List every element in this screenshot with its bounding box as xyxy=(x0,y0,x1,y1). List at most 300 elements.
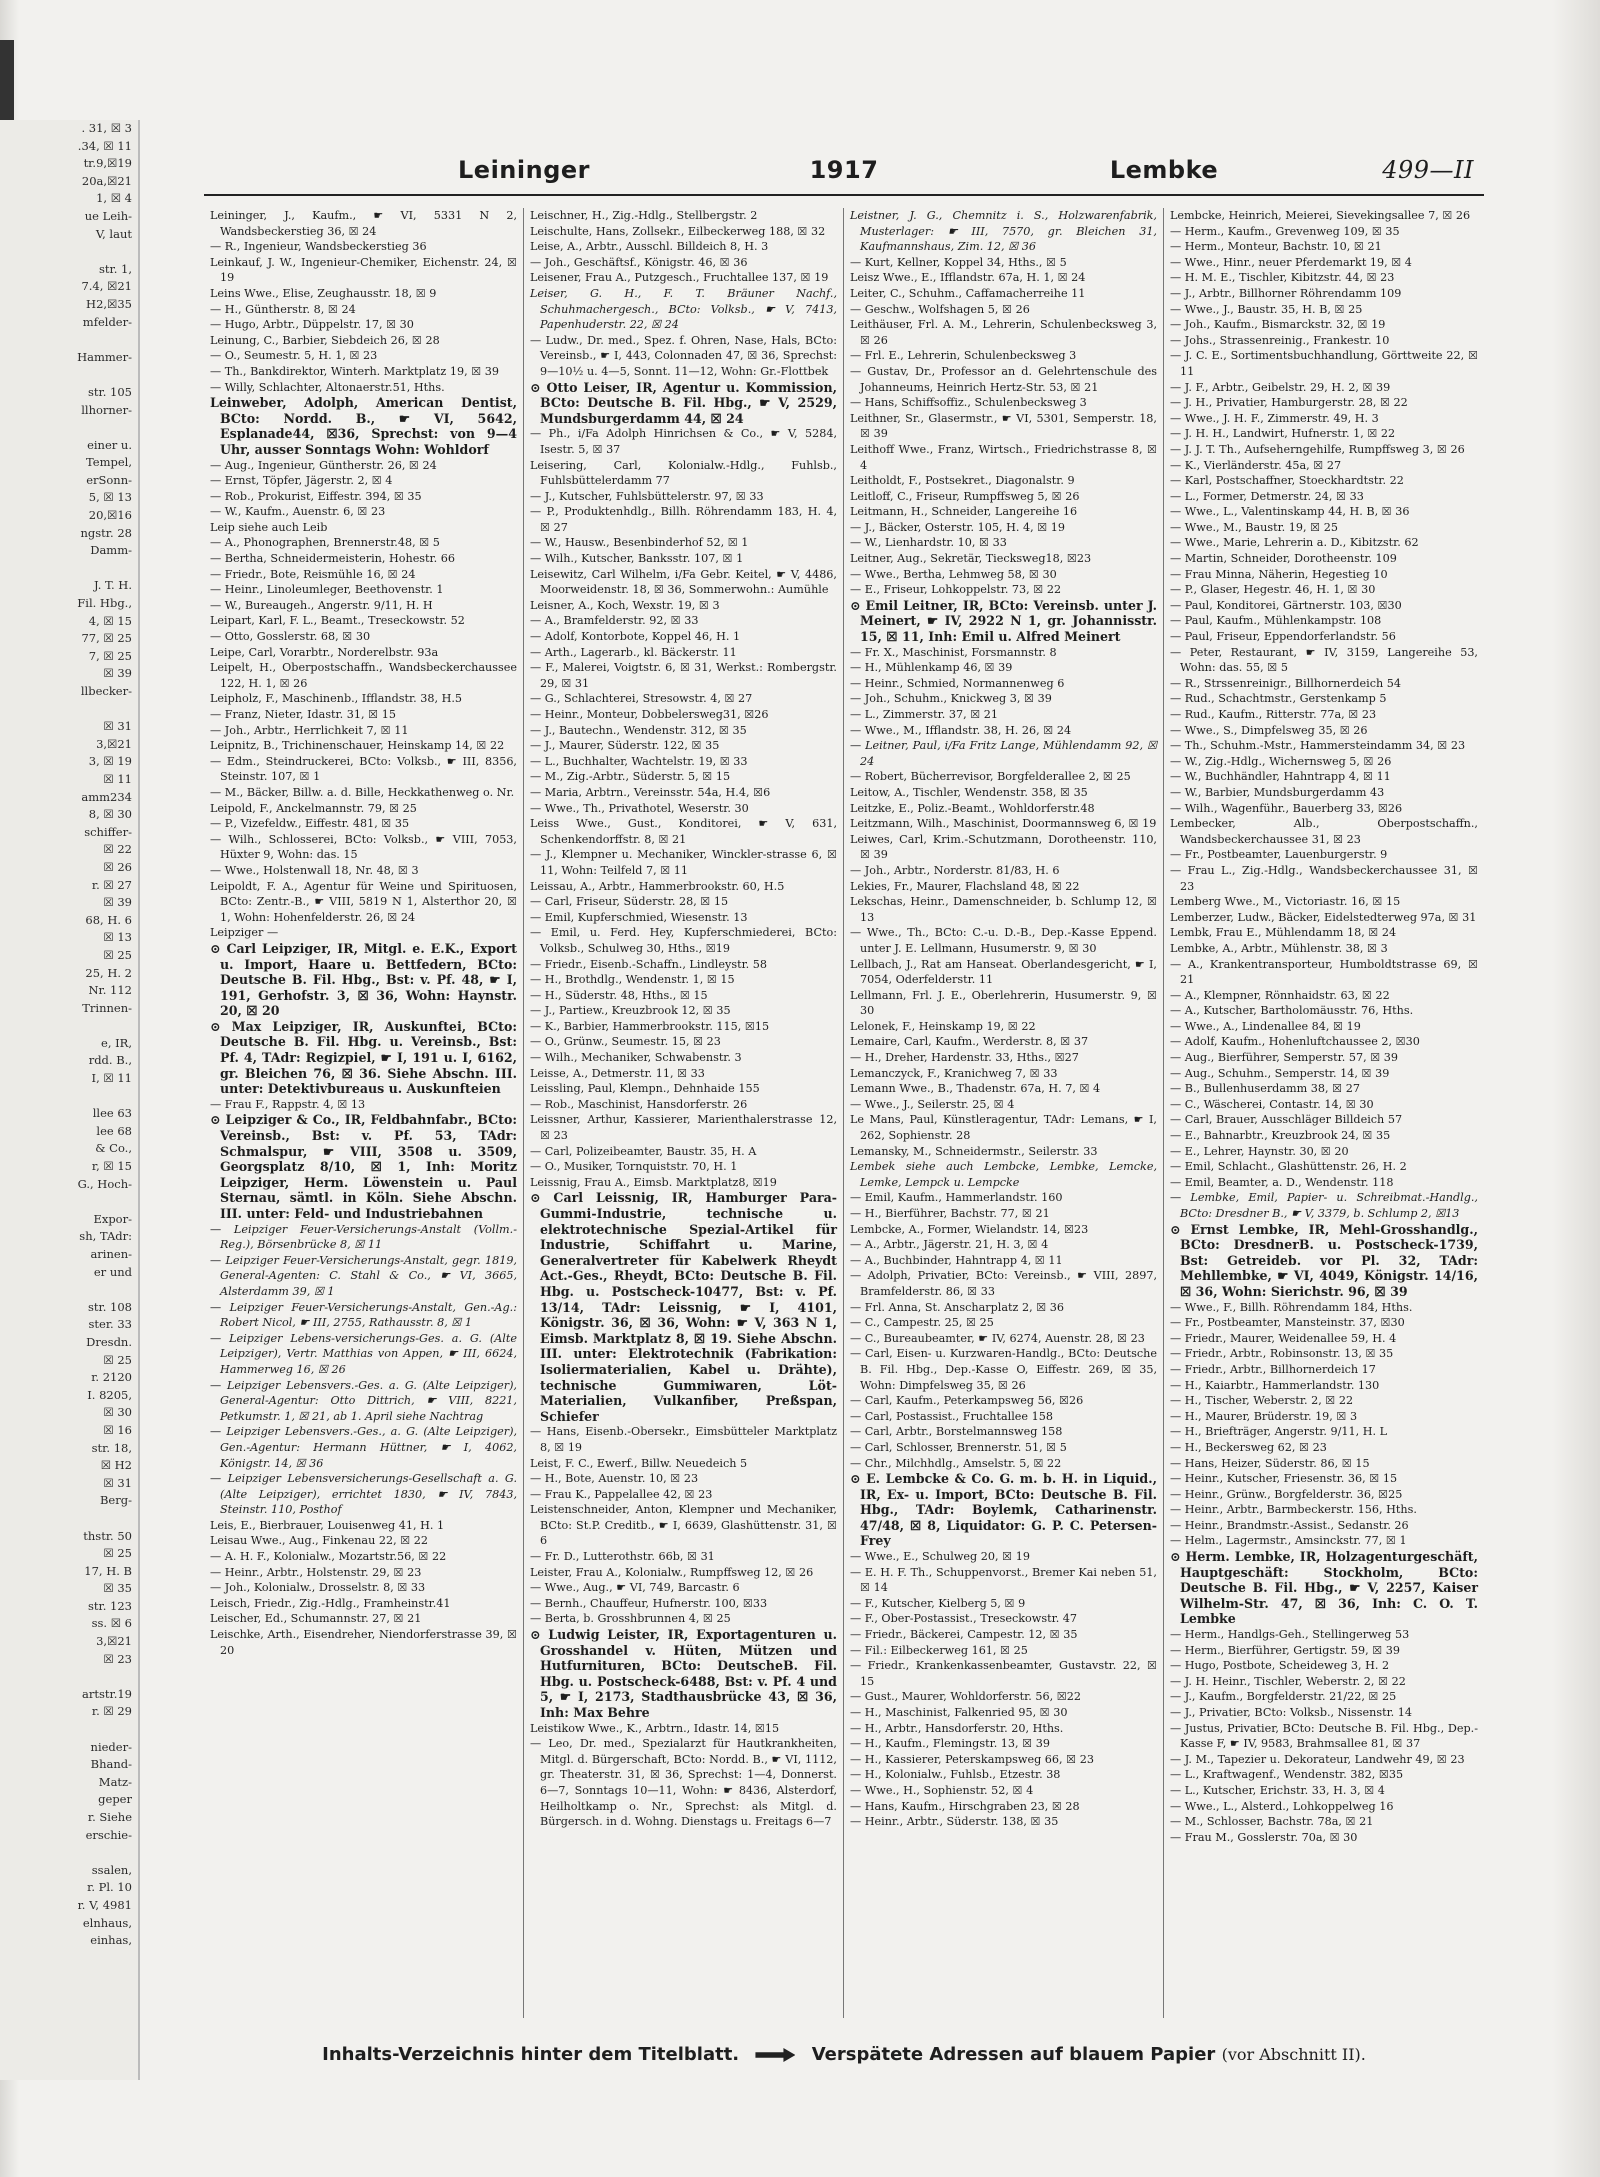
directory-entry: — Herm., Kaufm., Grevenweg 109, ☒ 35 xyxy=(1170,224,1400,238)
directory-entry: Leisener, Frau A., Putzgesch., Fruchtallee 137, ☒ 19 xyxy=(530,271,829,285)
directory-entry: Lemanczyck, F., Kranichweg 7, ☒ 33 xyxy=(850,1066,1058,1080)
directory-entry: — Emil, u. Ferd. Hey, Kupferschmiederei, BCto: Volksb., Schulweg 30, Hths., ☒19 xyxy=(530,926,837,955)
facing-page-fragment xyxy=(0,1510,138,1528)
directory-entry: — Hans, Kaufm., Hirschgraben 23, ☒ 28 xyxy=(850,1799,1080,1813)
directory-entry: — Wwe., Aug., ☛ VI, 749, Barcastr. 6 xyxy=(530,1581,740,1595)
directory-entry: — Berta, b. Grosshbrunnen 4, ☒ 25 xyxy=(530,1612,731,1626)
facing-page-fragment: nieder- xyxy=(90,1739,132,1754)
facing-page-fragment: 68, H. 6 xyxy=(85,912,132,927)
directory-entry: — W., Kaufm., Auenstr. 6, ☒ 23 xyxy=(210,505,386,519)
directory-entry: Leipold, F., Anckelmannstr. 79, ☒ 25 xyxy=(210,801,417,815)
directory-entry: — Wwe., Th., BCto: C.-u. D.-B., Dep.-Kasse Eppend. unter J. E. Lellmann, Husumerstr. 9, ☒ 30 xyxy=(850,926,1157,955)
header-last-name: Lembke xyxy=(1109,156,1219,184)
directory-entry: — Friedr., Bote, Reismühle 16, ☒ 24 xyxy=(210,567,416,581)
directory-entry: — F., Kutscher, Kielberg 5, ☒ 9 xyxy=(850,1596,1026,1610)
facing-page-fragment: elnhaus, xyxy=(82,1915,132,1930)
directory-entry: — Heinr., Monteur, Dobbelersweg31, ☒26 xyxy=(530,708,769,721)
directory-entry: — Arth., Lagerarb., kl. Bäckerstr. 11 xyxy=(530,645,737,659)
directory-entry: — Wilh., Schlosserei, BCto: Volksb., ☛ VIII, 7053, Hüxter 9, Wohn: das. 15 xyxy=(210,832,517,862)
directory-entry: — Joh., Arbtr., Norderstr. 81/83, H. 6 xyxy=(850,863,1060,877)
directory-entry: ⊙ Ernst Lembke, IR, Mehl-Grosshandlg., BCto: DresdnerB. u. Postscheck-1739, Bst: Getreideb. vor Pl. 32, TAdr: Mehllembke, ☛ VI, 4049, Königstr. 14/16, ☒ 36, Wohn: Sierichstr. 96, ☒ 39 xyxy=(1170,1221,1478,1299)
directory-entry: — A. H. F., Kolonialw., Mozartstr.56, ☒ 22 xyxy=(210,1550,447,1564)
directory-entry: Leitholdt, F., Postsekret., Diagonalstr. 9 xyxy=(850,474,1075,488)
facing-page-fragment: tr.9,☒19 xyxy=(83,156,132,171)
directory-entry: Leip siehe auch Leib xyxy=(210,520,328,534)
facing-page-fragment: J. T. H. xyxy=(93,578,132,593)
directory-entry: — H., Maschinist, Falkenried 95, ☒ 30 xyxy=(850,1706,1068,1719)
directory-entry: — M., Zig.-Arbtr., Süderstr. 5, ☒ 15 xyxy=(530,770,731,784)
directory-entry: — Th., Schuhm.-Mstr., Hammersteindamm 34, ☒ 23 xyxy=(1170,739,1466,753)
directory-entry: — Herm., Bierführer, Gertigstr. 59, ☒ 39 xyxy=(1170,1643,1401,1657)
facing-page-fragment xyxy=(0,560,138,578)
directory-entry: — Leo, Dr. med., Spezialarzt für Hautkrankheiten, Mitgl. d. Bürgerschaft, BCto: Nordd. B., ☛ VI, 1112, gr. Theaterstr. 31, ☒ 36, Sprechst: 1—4, Donnerst. 6—7, Sonntags 10—11, Wohn: ☛ 8436, Alsterdorf, Heilholtkamp o. Nr., Sprechst: als Mitgl. d. Bürgersch. in d. Wohng. Dienstags u. Freitags 6—7 xyxy=(530,1737,837,1829)
directory-entry: Leisewitz, Carl Wilhelm, i/Fa Gebr. Keitel, ☛ V, 4486, Moorweidenstr. 18, ☒ 36, Sommerwohn.: Aumühle xyxy=(530,567,837,597)
directory-entry: Leissner, Arthur, Kassierer, Marienthalerstrasse 12, ☒ 23 xyxy=(530,1113,837,1143)
facing-page-fragment: Bhand- xyxy=(90,1757,132,1772)
directory-entry: ⊙ Ludwig Leister, IR, Exportagenturen u. Grosshandel v. Hüten, Mützen und Hutfurnituren, BCto: DeutscheB. Fil. Hbg. u. Postscheck-6488, Bst: v. Pf. 4 und 5, ☛ I, 2173, Stadthausbrücke 43, ☒ 36, Inh: Max Behre xyxy=(530,1627,837,1720)
directory-entry: — J. C. E., Sortimentsbuchhandlung, Görttweite 22, ☒ 11 xyxy=(1170,349,1478,378)
directory-entry: — Wwe., M., Ifflandstr. 38, H. 26, ☒ 24 xyxy=(850,723,1072,737)
directory-entry: — E., Lehrer, Haynstr. 30, ☒ 20 xyxy=(1170,1144,1349,1158)
facing-page-fragment: thstr. 50 xyxy=(83,1528,132,1543)
facing-page-fragment: llee 63 xyxy=(92,1106,132,1121)
directory-entry: — J. M., Tapezier u. Dekorateur, Landwehr 49, ☒ 23 xyxy=(1170,1752,1465,1766)
directory-entry: — Rud., Schachtmstr., Gerstenkamp 5 xyxy=(1170,692,1387,706)
directory-entry: Leitzmann, Wilh., Maschinist, Doormannsweg 6, ☒ 19 xyxy=(850,817,1157,831)
directory-entry: — A., Bramfelderstr. 92, ☒ 33 xyxy=(530,614,699,628)
directory-entry: — Justus, Privatier, BCto: Deutsche B. Fil. Hbg., Dep.-Kasse F, ☛ IV, 9583, Brahmsallee 81, ☒ 37 xyxy=(1170,1721,1478,1751)
directory-entry: Leischner, H., Zig.-Hdlg., Stellbergstr. 2 xyxy=(530,209,758,222)
directory-entry: Leistner, J. G., Chemnitz i. S., Holzwarenfabrik, Musterlager: ☛ III, 7570, gr. Bleichen 31, Kaufmannshaus, Zim. 12, ☒ 36 xyxy=(850,209,1157,254)
directory-entry: Leissling, Paul, Klempn., Dehnhaide 155 xyxy=(530,1082,760,1096)
directory-entry: Leischke, Arth., Eisendreher, Niendorferstrasse 39, ☒ 20 xyxy=(210,1628,517,1657)
directory-entry: — Bertha, Schneidermeisterin, Hohestr. 66 xyxy=(210,552,456,566)
directory-entry: — J. H., Privatier, Hamburgerstr. 28, ☒ 22 xyxy=(1170,396,1408,410)
directory-entry: Leiwes, Carl, Krim.-Schutzmann, Dorotheenstr. 110, ☒ 39 xyxy=(850,832,1157,862)
facing-page-fragment: erschie- xyxy=(85,1827,132,1842)
directory-entry: — J., Bautechn., Wendenstr. 312, ☒ 35 xyxy=(530,723,747,737)
directory-entry: — J., Bäcker, Osterstr. 105, H. 4, ☒ 19 xyxy=(850,520,1066,534)
directory-entry: — Helm., Lagermstr., Amsinckstr. 77, ☒ 1 xyxy=(1170,1534,1407,1548)
directory-entry: — H., Dreher, Hardenstr. 33, Hths., ☒27 xyxy=(850,1051,1079,1065)
directory-entry: — L., Kraftwagenf., Wendenstr. 382, ☒35 xyxy=(1170,1768,1404,1782)
directory-entry: — Leipziger Lebensversicherungs-Gesellschaft a. G. (Alte Leipziger), errichtet 1830, ☛ IV, 7843, Steinstr. 110, Posthof xyxy=(210,1472,517,1517)
directory-entry: Lemaire, Carl, Kaufm., Werderstr. 8, ☒ 37 xyxy=(850,1035,1089,1049)
facing-page-fragment xyxy=(0,419,138,437)
facing-page-fragment: erSonn- xyxy=(86,472,132,487)
facing-page-fragment: str. 105 xyxy=(87,384,132,399)
directory-entry: Leitzke, E., Poliz.-Beamt., Wohldorferstr.48 xyxy=(850,801,1095,815)
directory-entry: — A., Buchbinder, Hahntrapp 4, ☒ 11 xyxy=(850,1253,1063,1267)
directory-entry: — Wwe., J. H. F., Zimmerstr. 49, H. 3 xyxy=(1170,411,1379,425)
directory-entry: — Leipziger Lebens-versicherungs-Ges. a. G. (Alte Leipziger), Vertr. Matthias von Appen, ☛ III, 6624, Hammerweg 16, ☒ 26 xyxy=(210,1331,517,1376)
directory-entry: — Gust., Maurer, Wohldorferstr. 56, ☒22 xyxy=(850,1690,1082,1704)
facing-page-strip xyxy=(0,120,140,2080)
directory-entry: — E. H. F. Th., Schuppenvorst., Bremer Kai neben 51, ☒ 14 xyxy=(850,1565,1157,1595)
directory-entry: Leiser, G. H., F. T. Bräuner Nachf., Schuhmachergesch., BCto: Volksb., ☛ V, 7413, Papenhuderstr. 22, ☒ 24 xyxy=(530,286,837,332)
facing-page-fragment xyxy=(0,1017,138,1035)
directory-entry: — H., Brothdlg., Wendenstr. 1, ☒ 15 xyxy=(530,973,735,987)
directory-entry: — Friedr., Eisenb.-Schaffn., Lindleystr. 58 xyxy=(530,957,768,971)
directory-entry: — Martin, Schneider, Dorotheenstr. 109 xyxy=(1170,552,1397,566)
directory-entry: — Ph., i/Fa Adolph Hinrichsen & Co., ☛ V, 5284, Isestr. 5, ☒ 37 xyxy=(530,427,837,456)
facing-page-fragment: e, IR, xyxy=(101,1035,132,1050)
facing-page-fragment: ss. ☒ 6 xyxy=(91,1616,132,1631)
directory-entry: — Leipziger Feuer-Versicherungs-Anstalt (Vollm.-Reg.), Börsenbrücke 8, ☒ 11 xyxy=(210,1222,517,1252)
directory-entry: — Wwe., H., Sophienstr. 52, ☒ 4 xyxy=(850,1783,1034,1797)
directory-entry: — W., Lienhardstr. 10, ☒ 33 xyxy=(850,536,1007,550)
directory-entry: — A., Arbtr., Jägerstr. 21, H. 3, ☒ 4 xyxy=(850,1238,1049,1252)
facing-page-fragment: 8, ☒ 30 xyxy=(88,807,132,822)
directory-entry: Leisau Wwe., Aug., Finkenau 22, ☒ 22 xyxy=(210,1534,429,1548)
directory-entry: — H., Kolonialw., Fuhlsb., Etzestr. 38 xyxy=(850,1768,1061,1782)
directory-entry: — Wwe., J., Seilerstr. 25, ☒ 4 xyxy=(850,1097,1015,1111)
directory-entry: — Aug., Bierführer, Semperstr. 57, ☒ 39 xyxy=(1170,1051,1399,1065)
facing-page-fragment: & Co., xyxy=(95,1141,132,1156)
page-footer xyxy=(204,2035,1484,2075)
directory-entry: Lemberg Wwe., M., Victoriastr. 16, ☒ 15 xyxy=(1170,895,1401,909)
directory-entry: — Hans, Schiffsoffiz., Schulenbecksweg 3 xyxy=(850,396,1087,410)
directory-entry: — R., Strssenreinigr., Billhornerdeich 54 xyxy=(1170,676,1401,690)
directory-entry: Lemann Wwe., B., Thadenstr. 67a, H. 7, ☒ 4 xyxy=(850,1082,1101,1096)
directory-entry: — Wilh., Mechaniker, Schwabenstr. 3 xyxy=(530,1051,742,1065)
directory-entry: — Fr. D., Lutterothstr. 66b, ☒ 31 xyxy=(530,1550,715,1564)
directory-entry: Leischulte, Hans, Zollsekr., Eilbeckerweg 188, ☒ 32 xyxy=(530,224,826,238)
column-3 xyxy=(844,208,1164,2018)
directory-entry: — Friedr., Arbtr., Billhornerdeich 17 xyxy=(1170,1362,1376,1376)
facing-page-fragment: H2,☒35 xyxy=(86,296,132,311)
directory-entry: — A., Kutscher, Bartholomäusstr. 76, Hths. xyxy=(1170,1004,1414,1018)
facing-page-fragment: I. 8205, xyxy=(87,1387,132,1402)
directory-entry: — Franz, Nieter, Idastr. 31, ☒ 15 xyxy=(210,708,396,721)
facing-page-fragment: G., Hoch- xyxy=(77,1176,132,1191)
directory-entry: — Wwe., E., Schulweg 20, ☒ 19 xyxy=(850,1550,1030,1564)
directory-entry: — M., Schlosser, Bachstr. 78a, ☒ 21 xyxy=(1170,1815,1374,1829)
directory-entry: — J., Maurer, Süderstr. 122, ☒ 35 xyxy=(530,739,720,753)
directory-entry: — H., Bierführer, Bachstr. 77, ☒ 21 xyxy=(850,1207,1050,1220)
directory-entry: — L., Buchhalter, Wachtelstr. 19, ☒ 33 xyxy=(530,754,748,768)
facing-page-fragment: 77, ☒ 25 xyxy=(81,631,132,646)
directory-entry: Leipelt, H., Oberpostschaffn., Wandsbeckerchaussee 122, H. 1, ☒ 26 xyxy=(210,661,517,690)
directory-entry: Leipoldt, F. A., Agentur für Weine und Spirituosen, BCto: Zentr.-B., ☛ VIII, 5819 N 1, Alsterthor 20, ☒ 1, Wohn: Hohenfelderstr. 26, ☒ 24 xyxy=(210,879,517,924)
directory-entry: — Carl, Eisen- u. Kurzwaren-Handlg., BCto: Deutsche B. Fil. Hbg., Dep.-Kasse O, Eiffestr. 269, ☒ 35, Wohn: Dimpfelsweg 35, ☒ 26 xyxy=(850,1347,1157,1392)
directory-entry: — Johs., Strassenreinig., Frankestr. 10 xyxy=(1170,333,1390,347)
directory-entry: — Hans, Eisenb.-Obersekr., Eimsbütteler Marktplatz 8, ☒ 19 xyxy=(530,1425,837,1454)
directory-entry: — Otto, Gosslerstr. 68, ☒ 30 xyxy=(210,630,371,644)
directory-entry: — Friedr., Arbtr., Robinsonstr. 13, ☒ 35 xyxy=(1170,1347,1394,1361)
directory-entry: — Hans, Heizer, Süderstr. 86, ☒ 15 xyxy=(1170,1456,1370,1470)
directory-entry: — L., Former, Detmerstr. 24, ☒ 33 xyxy=(1170,489,1364,503)
directory-entry: — Maria, Arbtrn., Vereinsstr. 54a, H.4, ☒6 xyxy=(530,785,771,799)
facing-page-fragment: r. Pl. 10 xyxy=(87,1880,132,1895)
directory-entry: — Gustav, Dr., Professor an d. Gelehrtenschule des Johanneums, Heinrich Hertz-Str. 53, ☒ 21 xyxy=(850,364,1157,394)
directory-entry: — H., Kassierer, Peterskampsweg 66, ☒ 23 xyxy=(850,1752,1094,1766)
facing-page-fragment: ster. 33 xyxy=(88,1317,132,1332)
directory-entry: — Joh., Kolonialw., Drosselstr. 8, ☒ 33 xyxy=(210,1581,426,1595)
directory-entry: Leiter, C., Schuhm., Caffamacherreihe 11 xyxy=(850,286,1086,300)
facing-page-fragment: 7.4, ☒21 xyxy=(81,279,132,294)
directory-entry: — H., Güntherstr. 8, ☒ 24 xyxy=(210,302,356,316)
directory-entry: Lelonek, F., Heinskamp 19, ☒ 22 xyxy=(850,1019,1036,1033)
directory-entry: — Heinr., Arbtr., Süderstr. 138, ☒ 35 xyxy=(850,1815,1059,1829)
directory-entry: — P., Glaser, Hegestr. 46, H. 1, ☒ 30 xyxy=(1170,583,1376,597)
facing-page-fragment xyxy=(0,1668,138,1686)
facing-page-fragment: r. ☒ 27 xyxy=(91,877,132,892)
directory-entry: — Wilh., Wagenführ., Bauerberg 33, ☒26 xyxy=(1170,801,1403,815)
directory-entry: ⊙ Carl Leipziger, IR, Mitgl. e. E.K., Export u. Import, Haare u. Bettfedern, BCto: Deutsche B. Fil. Hbg., Bst: v. Pf. 48, ☛ I, 191, Gerhofstr. 3, ☒ 36, Wohn: Haynstr. 20, ☒ 20 xyxy=(210,940,517,1019)
facing-page-fragment: V, laut xyxy=(95,226,132,241)
directory-entry: — C., Campestr. 25, ☒ 25 xyxy=(850,1316,994,1330)
directory-entry: — Aug., Schuhm., Semperstr. 14, ☒ 39 xyxy=(1170,1066,1390,1080)
directory-entry: — Heinr., Kutscher, Friesenstr. 36, ☒ 15 xyxy=(1170,1472,1398,1486)
facing-page-fragment: arinen- xyxy=(90,1247,132,1261)
directory-entry: — H. M. E., Tischler, Kibitzstr. 44, ☒ 23 xyxy=(1170,271,1395,285)
directory-entry: — Adolf, Kaufm., Hohenluftchaussee 2, ☒30 xyxy=(1170,1035,1420,1049)
directory-entry: — L., Zimmerstr. 37, ☒ 21 xyxy=(850,708,999,721)
facing-page-fragment: ☒ H2 xyxy=(100,1458,132,1473)
directory-entry: — Heinr., Grünw., Borgfelderstr. 36, ☒25 xyxy=(1170,1487,1403,1501)
directory-entry: — Kurt, Kellner, Koppel 34, Hths., ☒ 5 xyxy=(850,255,1067,269)
directory-entry: — Frau M., Gosslerstr. 70a, ☒ 30 xyxy=(1170,1830,1358,1844)
directory-entry: — Karl, Postschaffner, Stoeckhardtstr. 22 xyxy=(1170,474,1404,488)
directory-entry: — J. J. T. Th., Aufseherngehilfe, Rumpffsweg 3, ☒ 26 xyxy=(1170,442,1465,456)
directory-entry: — Ludw., Dr. med., Spez. f. Ohren, Nase, Hals, BCto: Vereinsb., ☛ I, 443, Colonnaden 47, ☒ 36, Sprechst: 9—10½ u. 4—5, Sonnt. 11—12, Wohn: Gr.-Flottbek xyxy=(530,333,837,378)
footer-late-addresses: Verspätete Adressen auf blauem Papier xyxy=(811,2044,1216,2065)
facing-page-fragment: 3, ☒ 19 xyxy=(88,754,132,769)
facing-page-fragment: 5, ☒ 13 xyxy=(88,490,132,505)
directory-entry: — O., Grünw., Seumestr. 15, ☒ 23 xyxy=(530,1035,721,1049)
facing-page-fragment: Hammer- xyxy=(77,349,132,364)
directory-entry: — Emil, Kupferschmied, Wiesenstr. 13 xyxy=(530,910,748,924)
directory-entry: Leins Wwe., Elise, Zeughausstr. 18, ☒ 9 xyxy=(210,286,437,300)
directory-entry: — Rud., Kaufm., Ritterstr. 77a, ☒ 23 xyxy=(1170,708,1377,721)
directory-entry: — Heinr., Brandmstr.-Assist., Sedanstr. 26 xyxy=(1170,1518,1409,1532)
directory-entry: — A., Phonographen, Brennerstr.48, ☒ 5 xyxy=(210,536,440,550)
directory-entry: — Heinr., Arbtr., Holstenstr. 29, ☒ 23 xyxy=(210,1565,422,1579)
facing-page-fragment: Damm- xyxy=(90,543,132,558)
directory-entry: — Carl, Polizeibeamter, Baustr. 35, H. A xyxy=(530,1144,757,1158)
directory-entry: — Hugo, Postbote, Scheideweg 3, H. 2 xyxy=(1170,1659,1390,1673)
directory-entry: ⊙ Herm. Lembke, IR, Holzagenturgeschäft, Hauptgeschäft: Stockholm, BCto: Deutsche B. Fil. Hbg., ☛ V, 2257, Kaiser Wilhelm-Str. 47, ☒ 36, Inh: C. O. T. Lembke xyxy=(1170,1549,1478,1627)
facing-page-fragment: . 31, ☒ 3 xyxy=(81,121,132,135)
facing-page-fragment: ☒ 25 xyxy=(103,1546,132,1561)
directory-entry: — Wwe., L., Valentinskamp 44, H. B, ☒ 36 xyxy=(1170,505,1410,519)
directory-entry: Leis, E., Bierbrauer, Louisenweg 41, H. 1 xyxy=(210,1518,445,1532)
facing-page-fragment: ☒ 35 xyxy=(103,1581,132,1596)
footer-index-note: Inhalts-Verzeichnis hinter dem Titelblatt. xyxy=(322,2044,740,2065)
facing-page-fragment: r. 2120 xyxy=(91,1370,132,1385)
directory-entry: Leipnitz, B., Trichinenschauer, Heinskamp 14, ☒ 22 xyxy=(210,739,505,753)
directory-entry: Lembecker, Alb., Oberpostschaffn., Wandsbeckerchaussee 31, ☒ 23 xyxy=(1170,817,1478,846)
directory-entry: — H., Beckersweg 62, ☒ 23 xyxy=(1170,1440,1327,1454)
facing-page-fragment xyxy=(0,701,138,719)
directory-entry: Leisering, Carl, Kolonialw.-Hdlg., Fuhlsb., Fuhlsbüttelerdamm 77 xyxy=(530,458,837,488)
directory-entry: — Heinr., Arbtr., Barmbeckerstr. 156, Hths. xyxy=(1170,1503,1417,1517)
directory-entry: ⊙ E. Lembcke & Co. G. m. b. H. in Liquid., IR, Ex- u. Import, BCto: Deutsche B. Fil. Hbg., TAdr: Boylemk, Catharinenstr. 47/48, ☒ 8, Liquidator: G. P. C. Petersen-Frey xyxy=(850,1471,1157,1549)
directory-entry: — H., Mühlenkamp 46, ☒ 39 xyxy=(850,661,1013,675)
facing-page-fragment: schiffer- xyxy=(84,824,132,839)
directory-entry: Leisner, A., Koch, Wexstr. 19, ☒ 3 xyxy=(530,598,720,612)
facing-page-fragment: sh, TAdr: xyxy=(79,1229,132,1244)
facing-page-fragment: 25, H. 2 xyxy=(85,965,132,980)
facing-page-fragment: str. 123 xyxy=(87,1598,132,1613)
directory-entry: — J., Partiew., Kreuzbrook 12, ☒ 35 xyxy=(530,1004,731,1018)
directory-entry: — Fil.: Eilbeckerweg 161, ☒ 25 xyxy=(850,1643,1028,1657)
column-4 xyxy=(1164,208,1484,2018)
directory-entry: — Th., Bankdirektor, Winterh. Marktplatz 19, ☒ 39 xyxy=(210,364,500,378)
directory-entry: — Carl, Kaufm., Peterkampsweg 56, ☒26 xyxy=(850,1394,1084,1408)
directory-entry: Lekies, Fr., Maurer, Flachsland 48, ☒ 22 xyxy=(850,879,1080,893)
directory-entry: Leinung, C., Barbier, Siebdeich 26, ☒ 28 xyxy=(210,333,440,347)
directory-entry: — Wwe., Bertha, Lehmweg 58, ☒ 30 xyxy=(850,567,1057,581)
directory-entry: — Rob., Prokurist, Eiffestr. 394, ☒ 35 xyxy=(210,489,422,503)
directory-entry: Leitow, A., Tischler, Wendenstr. 358, ☒ 35 xyxy=(850,785,1088,799)
facing-page-fragment: llbecker- xyxy=(80,684,132,698)
facing-page-fragment xyxy=(0,1721,138,1739)
facing-page-fragment: str. 18, xyxy=(91,1440,132,1455)
page-header xyxy=(204,150,1484,196)
directory-entry: — F., Malerei, Voigtstr. 6, ☒ 31, Werkst.: Rombergstr. 29, ☒ 31 xyxy=(530,661,837,690)
directory-entry: — Leipziger Feuer-Versicherungs-Anstalt, Gen.-Ag.: Robert Nicol, ☛ III, 2755, Rathausstr. 8, ☒ 1 xyxy=(210,1300,517,1330)
directory-entry: — W., Zig.-Hdlg., Wichernsweg 5, ☒ 26 xyxy=(1170,754,1392,768)
directory-entry: — E., Friseur, Lohkoppelstr. 73, ☒ 22 xyxy=(850,583,1062,597)
directory-entry: ⊙ Leipziger & Co., IR, Feldbahnfabr., BCto: Vereinsb., Bst: v. Pf. 53, TAdr: Schmalspur, ☛ VIII, 3508 u. 3509, Georgsplatz 8/10, ☒ 1, Inh: Moritz Leipziger, Herm. Löwenstein u. Paul Sternau, sämtl. in Köln. Siehe Abschn. III. unter: Feld- und Industriebahnen xyxy=(210,1112,517,1221)
facing-page-fragment: r. ☒ 29 xyxy=(91,1704,132,1719)
directory-entry: — Wwe., Hinr., neuer Pferdemarkt 19, ☒ 4 xyxy=(1170,255,1412,269)
directory-entry: ⊙ Otto Leiser, IR, Agentur u. Kommission, BCto: Deutsche B. Fil. Hbg., ☛ V, 2529, Mundsburgerdamm 44, ☒ 24 xyxy=(530,379,837,426)
facing-page-fragment xyxy=(0,1844,138,1862)
directory-entry: — Leipziger Lebensvers.-Ges. a. G. (Alte Leipziger), General-Agentur: Otto Dittrich, ☛ VIII, 8221, Petkumstr. 1, ☒ 21, ab 1. April siehe Nachtrag xyxy=(210,1378,517,1423)
directory-entry: Lembcke, A., Former, Wielandstr. 14, ☒23 xyxy=(850,1222,1089,1236)
directory-entry: Leise, A., Arbtr., Ausschl. Billdeich 8, H. 3 xyxy=(530,240,769,254)
directory-entry: — E., Bahnarbtr., Kreuzbrook 24, ☒ 35 xyxy=(1170,1129,1391,1143)
directory-entry: — Herm., Monteur, Bachstr. 10, ☒ 21 xyxy=(1170,240,1382,254)
facing-page-fragment: Berg- xyxy=(99,1493,132,1508)
facing-page-fragment xyxy=(0,1281,138,1299)
directory-entry: — Ernst, Töpfer, Jägerstr. 2, ☒ 4 xyxy=(210,474,393,488)
facing-page-fragment: r. V, 4981 xyxy=(77,1897,132,1912)
facing-page-fragment: einhas, xyxy=(90,1933,132,1948)
directory-entry: — Wwe., L., Alsterd., Lohkoppelweg 16 xyxy=(1170,1799,1394,1813)
facing-page-fragment: ☒ 25 xyxy=(103,947,132,962)
directory-entry: Lembke, A., Arbtr., Mühlenstr. 38, ☒ 3 xyxy=(1170,941,1388,955)
directory-entry: — H., Kaufm., Flemingstr. 13, ☒ 39 xyxy=(850,1737,1050,1751)
directory-entry: Leithner, Sr., Glasermstr., ☛ VI, 5301, Semperstr. 18, ☒ 39 xyxy=(850,411,1157,441)
directory-page xyxy=(204,150,1484,2090)
directory-entry: — Carl, Friseur, Süderstr. 28, ☒ 15 xyxy=(530,895,729,909)
facing-page-fragment: er und xyxy=(93,1264,132,1279)
facing-page-fragment: Nr. 112 xyxy=(88,983,132,998)
directory-entry: — Carl, Brauer, Ausschläger Billdeich 57 xyxy=(1170,1113,1403,1127)
footer-section-note: (vor Abschnitt II). xyxy=(1221,2045,1366,2064)
directory-entry: — Chr., Milchhdlg., Amselstr. 5, ☒ 22 xyxy=(850,1456,1062,1470)
facing-page-fragment: 3,☒21 xyxy=(96,1634,132,1649)
directory-entry: — Wwe., Th., Privathotel, Weserstr. 30 xyxy=(530,801,749,815)
directory-entry: — J., Kutscher, Fuhlsbüttelerstr. 97, ☒ 33 xyxy=(530,489,764,503)
facing-page-fragment: r. Siehe xyxy=(87,1810,132,1824)
facing-page-fragment xyxy=(0,366,138,384)
directory-entry: — Fr. X., Maschinist, Forsmannstr. 8 xyxy=(850,645,1057,659)
column-2 xyxy=(524,208,844,2018)
directory-entry: — J., Kaufm., Borgfelderstr. 21/22, ☒ 25 xyxy=(1170,1690,1397,1704)
directory-entry: Lembcke, Heinrich, Meierei, Sievekingsallee 7, ☒ 26 xyxy=(1170,209,1471,222)
facing-page-fragment: ☒ 25 xyxy=(103,1352,132,1367)
facing-page-fragment: Dresdn. xyxy=(86,1334,132,1349)
facing-page-fragment: 20,☒16 xyxy=(88,508,132,523)
directory-entry: — Carl, Schlosser, Brennerstr. 51, ☒ 5 xyxy=(850,1440,1067,1454)
facing-page-fragment: mfelder- xyxy=(82,314,132,329)
facing-page-fragment: ☒ 39 xyxy=(103,895,132,910)
directory-entry: — Joh., Schuhm., Knickweg 3, ☒ 39 xyxy=(850,692,1052,706)
header-year: 1917 xyxy=(809,156,879,184)
directory-entry: Lellbach, J., Rat am Hanseat. Oberlandesgericht, ☛ I, 7054, Oderfelderstr. 11 xyxy=(850,957,1157,987)
directory-entry: — B., Bullenhuserdamm 38, ☒ 27 xyxy=(1170,1082,1360,1096)
directory-entry: — Frau Minna, Näherin, Hegestieg 10 xyxy=(1170,567,1388,581)
directory-entry: — Friedr., Krankenkassenbeamter, Gustavstr. 22, ☒ 15 xyxy=(850,1659,1157,1688)
directory-entry: — M., Bäcker, Billw. a. d. Bille, Heckkathenweg o. Nr. xyxy=(210,785,515,799)
directory-entry: — H., Arbtr., Hansdorferstr. 20, Hths. xyxy=(850,1721,1064,1735)
directory-entry: — C., Wäscherei, Contastr. 14, ☒ 30 xyxy=(1170,1097,1374,1111)
directory-entry: — Wwe., Marie, Lehrerin a. D., Kibitzstr. 62 xyxy=(1170,536,1419,550)
directory-entry: — Peter, Restaurant, ☛ IV, 3159, Langereihe 53, Wohn: das. 55, ☒ 5 xyxy=(1170,645,1478,675)
pointing-hand-icon xyxy=(755,2048,795,2062)
directory-entry: Lellmann, Frl. J. E., Oberlehrerin, Husumerstr. 9, ☒ 30 xyxy=(850,988,1157,1018)
facing-page-fragment xyxy=(0,243,138,261)
directory-entry: Leistikow Wwe., K., Arbtrn., Idastr. 14, ☒15 xyxy=(530,1721,780,1735)
directory-entry: ⊙ Emil Leitner, IR, BCto: Vereinsb. unter J. Meinert, ☛ IV, 2922 N 1, gr. Johannisstr. 15, ☒ 11, Inh: Emil u. Alfred Meinert xyxy=(850,597,1157,645)
facing-page-fragment: ☒ 23 xyxy=(103,1651,132,1666)
directory-entry: — Wilh., Kutscher, Banksstr. 107, ☒ 1 xyxy=(530,552,744,566)
facing-page-fragment: Trinnen- xyxy=(82,1000,132,1015)
facing-page-fragment: lee 68 xyxy=(96,1123,132,1138)
directory-entry: — Frau F., Rappstr. 4, ☒ 13 xyxy=(210,1097,366,1111)
facing-page-fragment: Matz- xyxy=(98,1774,132,1789)
directory-entry: ⊙ Carl Leissnig, IR, Hamburger Para-Gummi-Industrie, technische u. elektrotechnische Spezial-Artikel für Industrie, Schiffahrt u. Marine, Generalvertreter für Kabelwerk Rheydt Act.-Ges., Rheydt, BCto: Deutsche B. Fil. Hbg. u. Postscheck-10477, Bst: v. Pf. 13/14, TAdr: Leissnig, ☛ I, 4101, Königstr. 36, ☒ 36, Wohn: ☛ V, 363 N 1, Eimsb. Marktplatz 8, ☒ 19. Siehe Abschn. III. unter: Elektrotechnik (Fabrikation: Isoliermaterialien, Kabel u. Drähte), technische Gummiwaren, Löt-Materialien, Vulkanfiber, Preßspan, Schiefer xyxy=(530,1190,837,1424)
directory-entry: — W., Bureaugeh., Angerstr. 9/11, H. H xyxy=(210,598,433,612)
facing-page-fragment: Fil. Hbg., xyxy=(77,596,132,611)
facing-page-fragment: str. 1, xyxy=(98,261,132,276)
directory-entry: — Joh., Kaufm., Bismarckstr. 32, ☒ 19 xyxy=(1170,318,1386,332)
directory-entry: Leitloff, C., Friseur, Rumpffsweg 5, ☒ 26 xyxy=(850,489,1080,503)
facing-page-fragment xyxy=(0,1193,138,1211)
directory-entry: — Aug., Ingenieur, Güntherstr. 26, ☒ 24 xyxy=(210,458,437,472)
facing-page-fragment: ☒ 26 xyxy=(103,859,132,874)
facing-page-fragment: 20a,☒21 xyxy=(81,173,132,188)
directory-entry: — L., Kutscher, Erichstr. 33, H. 3, ☒ 4 xyxy=(1170,1783,1385,1797)
directory-entry: — Adolph, Privatier, BCto: Vereinsb., ☛ VIII, 2897, Bramfelderstr. 86, ☒ 33 xyxy=(850,1269,1157,1298)
directory-entry: — Wwe., S., Dimpfelsweg 35, ☒ 26 xyxy=(1170,723,1368,737)
directory-entry: Leithoff Wwe., Franz, Wirtsch., Friedrichstrasse 8, ☒ 4 xyxy=(850,442,1157,472)
directory-entry: — Carl, Arbtr., Borstelmannsweg 158 xyxy=(850,1425,1063,1439)
directory-entry: — Paul, Kaufm., Mühlenkampstr. 108 xyxy=(1170,614,1382,628)
facing-page-fragment: ☒ 31 xyxy=(103,719,132,734)
facing-page-fragment: ☒ 13 xyxy=(103,930,132,945)
directory-entry: Leist, F. C., Ewerf., Billw. Neuedeich 5 xyxy=(530,1456,748,1470)
directory-entry: — A., Krankentransporteur, Humboldtstrasse 69, ☒ 21 xyxy=(1170,957,1478,987)
header-first-name: Leininger xyxy=(458,156,590,184)
directory-entry: — Wwe., J., Baustr. 35, H. B, ☒ 25 xyxy=(1170,302,1363,316)
directory-entry: — Willy, Schlachter, Altonaerstr.51, Hths. xyxy=(210,380,445,394)
directory-entry: — P., Produktenhdlg., Billh. Röhrendamm 183, H. 4, ☒ 27 xyxy=(530,505,837,534)
directory-entry: — Wwe., Holstenwall 18, Nr. 48, ☒ 3 xyxy=(210,863,419,877)
directory-entry: — A., Klempner, Rönnhaidstr. 63, ☒ 22 xyxy=(1170,988,1390,1002)
facing-page-fragment: 3,☒21 xyxy=(96,736,132,751)
directory-entry: — Frl. Anna, St. Anscharplatz 2, ☒ 36 xyxy=(850,1300,1065,1314)
facing-page-fragment: r, ☒ 15 xyxy=(91,1159,132,1174)
facing-page-fragment: geper xyxy=(98,1792,132,1807)
directory-entry: — Leipziger Lebensvers.-Ges., a. G. (Alte Leipziger), Gen.-Agentur: Hermann Hüttner, ☛ I, 4062, Königstr. 14, ☒ 36 xyxy=(210,1425,517,1470)
directory-entry: Leister, Frau A., Kolonialw., Rumpffsweg 12, ☒ 26 xyxy=(530,1565,814,1579)
